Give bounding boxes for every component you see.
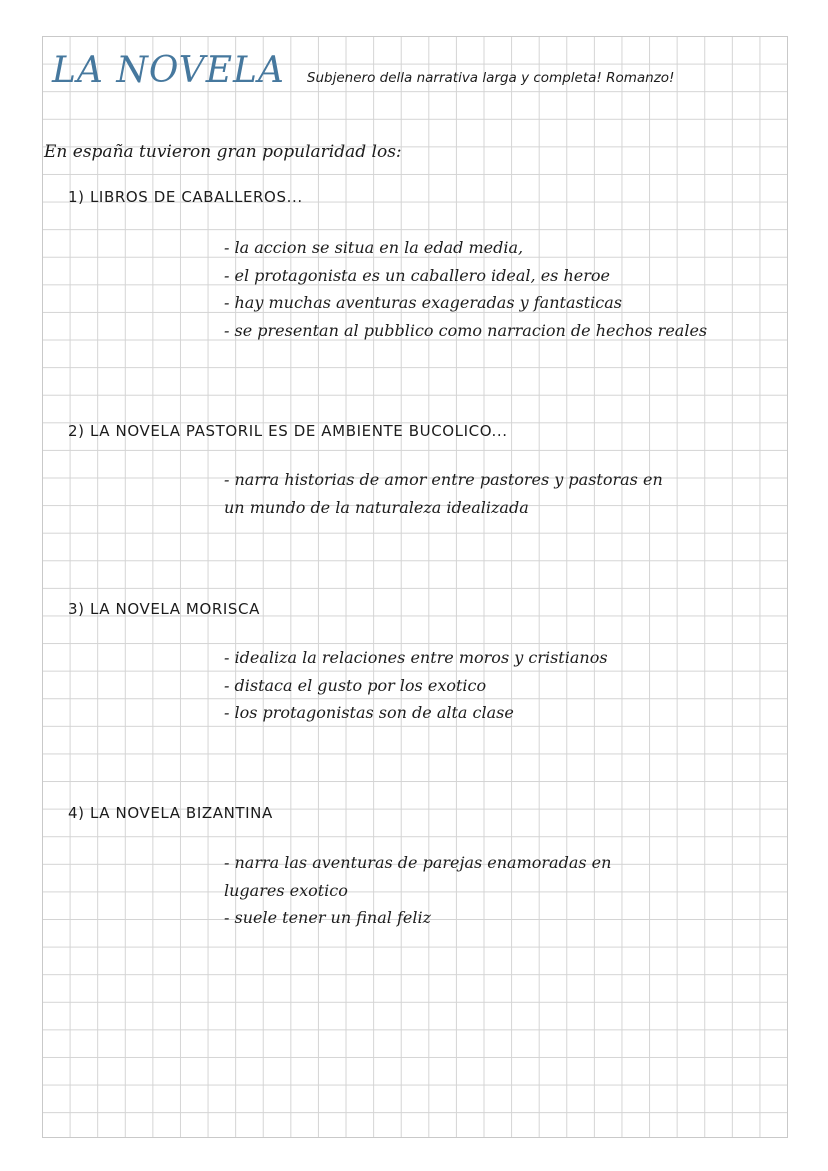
bullet-point: - suele tener un final feliz: [224, 908, 432, 928]
section-heading-novela-morisca: 3) LA NOVELA MORISCA: [68, 600, 260, 618]
bullet-point: - distaca el gusto por los exotico: [224, 675, 487, 695]
bullet-point: - hay muchas aventuras exageradas y fantasticas: [224, 293, 622, 313]
title-row: [52, 50, 674, 91]
bullet-point: - narra las aventuras de parejas enamoradas en: [224, 853, 612, 872]
bullet-point: - la accion se situa en la edad media,: [224, 238, 524, 257]
section-points-novela-bizantina: [224, 849, 611, 932]
page-title: LA NOVELA: [52, 50, 285, 91]
section-points-libros-de-caballeros: [224, 234, 707, 344]
bullet-point: - se presentan al pubblico como narracion de hechos reales: [224, 320, 708, 340]
bullet-point: - el protagonista es un caballero ideal, es heroe: [224, 265, 610, 285]
bullet-point: lugares exotico: [224, 880, 348, 900]
bullet-point: un mundo de la naturaleza idealizada: [224, 497, 529, 517]
intro-text: En españa tuvieron gran popularidad los:: [44, 142, 402, 162]
section-heading-novela-pastoril: 2) LA NOVELA PASTORIL ES DE AMBIENTE BUCOLICO...: [68, 422, 508, 440]
bullet-point: - narra historias de amor entre pastores y pastoras en: [224, 470, 663, 489]
section-points-novela-morisca: [224, 644, 608, 727]
section-heading-libros-de-caballeros: 1) LIBROS DE CABALLEROS...: [68, 188, 303, 206]
bullet-point: - idealiza la relaciones entre moros y cristianos: [224, 648, 608, 667]
page-subtitle: Subjenero della narrativa larga y completa! Romanzo!: [306, 70, 675, 86]
section-heading-novela-bizantina: 4) LA NOVELA BIZANTINA: [68, 804, 273, 822]
section-points-novela-pastoril: [224, 466, 663, 521]
bullet-point: - los protagonistas son de alta clase: [224, 703, 514, 723]
